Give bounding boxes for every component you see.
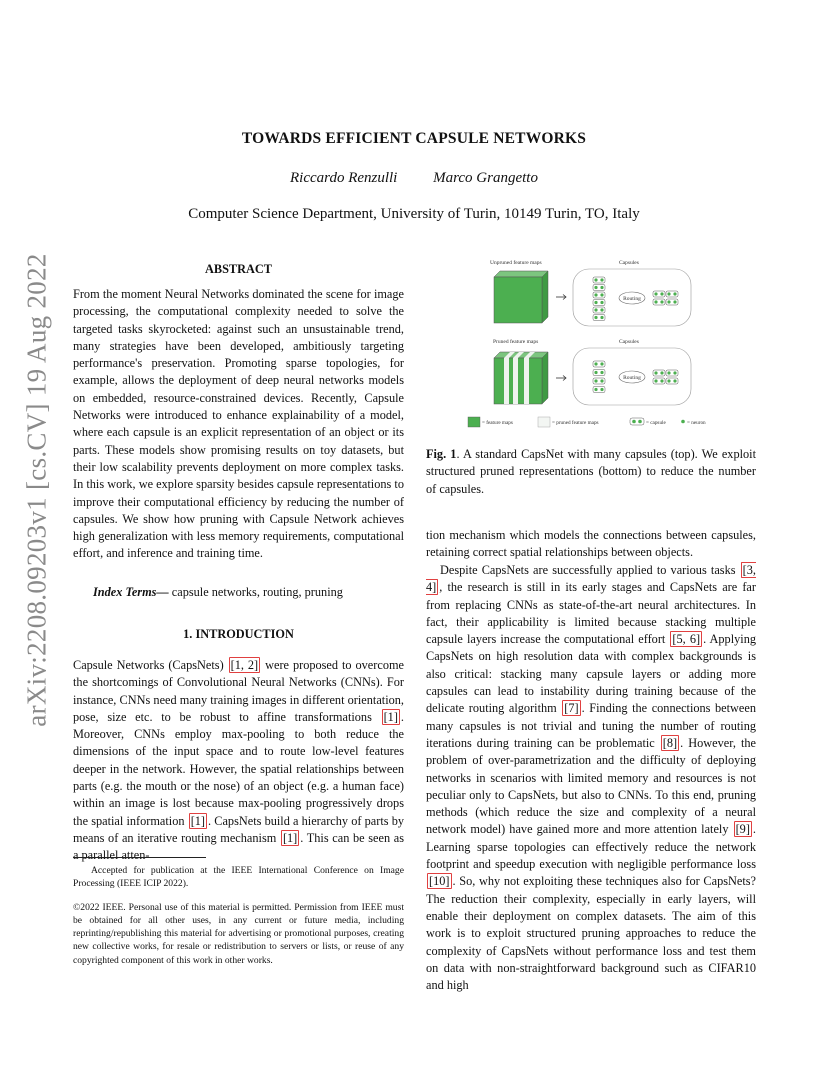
index-terms-label: Index Terms— bbox=[93, 585, 169, 599]
neuron bbox=[673, 300, 676, 303]
footnote-copyright: ©2022 IEEE. Personal use of this material is permitted. Permission from IEEE must be obtained for all other uses, in any current or future media, including reprinting/republishing this material for advertising or promotional purposes, creating new collective works, for resale or redistribution to servers or lists, or reuse of any copyrighted component of this work in other works. bbox=[73, 901, 404, 966]
index-terms-text: capsule networks, routing, pruning bbox=[168, 585, 343, 599]
paragraph-text-run: Capsule Networks (CapsNets) bbox=[73, 658, 228, 672]
paragraph-text-run: . Applying CapsNets on high resolution data with complex backgrounds is also critical: stacking many capsule layers or adding more capsules can lead to instability during training because of the delicate routing algorithm bbox=[426, 632, 756, 716]
neuron bbox=[654, 371, 657, 374]
neuron bbox=[654, 379, 657, 382]
citation-link[interactable]: [8] bbox=[662, 735, 678, 750]
routing-label-top: Routing bbox=[623, 296, 641, 302]
neuron bbox=[673, 379, 676, 382]
paragraph-text-run: . Learning sparse topologies can effectively reduce the network footprint and speedup execution with negligible performance loss bbox=[426, 822, 756, 872]
paper-title: TOWARDS EFFICIENT CAPSULE NETWORKS bbox=[241, 130, 587, 147]
paragraph-text-run: . This can be seen as a parallel atten- bbox=[73, 830, 404, 863]
legend-feature-map-swatch bbox=[468, 417, 480, 427]
paragraph-text-run: . However, the problem of over-parametrization and the difficulty of deploying networks in scenarios with limited memory and resources is not peculiar only to CapsNets, but also to CNNs. To this end, pruning methods (which reduce the size and complexity of a neural network model) have gained more and more attention lately bbox=[426, 735, 756, 837]
neuron bbox=[594, 371, 597, 374]
figure-legend bbox=[468, 417, 706, 427]
neuron bbox=[654, 300, 657, 303]
neuron bbox=[600, 286, 603, 289]
citation-link[interactable]: [5, 6] bbox=[672, 632, 701, 647]
neuron bbox=[673, 371, 676, 374]
neuron bbox=[667, 371, 670, 374]
index-terms bbox=[73, 584, 404, 601]
abstract-heading: ABSTRACT bbox=[205, 262, 272, 276]
figure-label-pruned: Pruned feature maps bbox=[493, 339, 539, 345]
footnote-accepted: Accepted for publication at the IEEE International Conference on Image Processing (IEEE ICIP 2022). bbox=[73, 865, 404, 890]
figure-label-unpruned: Unpruned feature maps bbox=[490, 260, 542, 266]
citation-link[interactable]: [7] bbox=[564, 701, 579, 716]
arxiv-sidebar-identifier bbox=[14, 253, 60, 727]
neuron bbox=[594, 301, 597, 304]
neuron bbox=[600, 316, 603, 319]
neuron bbox=[600, 388, 603, 391]
citation-link[interactable]: [1] bbox=[190, 813, 206, 828]
legend-capsule: = capsule bbox=[646, 420, 666, 426]
section-heading-introduction: 1. INTRODUCTION bbox=[183, 627, 294, 641]
legend-neuron: = neuron bbox=[687, 420, 706, 426]
pruned-feature-map-cube bbox=[494, 352, 548, 404]
caption-text: . A standard CapsNet with many capsules (top). We exploit structured pruned representations (bottom) to reduce the number of capsules. bbox=[426, 447, 757, 496]
citation-link[interactable]: [9] bbox=[735, 822, 750, 837]
neuron bbox=[673, 292, 676, 295]
legend-neuron-swatch bbox=[681, 420, 685, 424]
neuron bbox=[600, 371, 603, 374]
citation-link[interactable]: [1] bbox=[282, 830, 298, 845]
figure-label-capsules-bottom: Capsules bbox=[619, 339, 639, 345]
neuron bbox=[594, 379, 597, 382]
intro-paragraph-2 bbox=[426, 562, 756, 994]
citation-link[interactable]: [10] bbox=[429, 874, 450, 889]
paragraph-text-run: . Moreover, CNNs employ max-pooling to both reduce the dimensions of the input space and to route low-level features deeper in the network. However, the spatial relationships between parts (e.g. the mouth or the nose) of an object (e.g. a human face) within an image is lost because max-pooling progressively drops the spatial information bbox=[73, 709, 404, 828]
neuron bbox=[594, 388, 597, 391]
neuron bbox=[654, 292, 657, 295]
author-list bbox=[0, 170, 828, 187]
neuron bbox=[667, 292, 670, 295]
neuron bbox=[594, 308, 597, 311]
figure-label-capsules-top: Capsules bbox=[619, 260, 639, 266]
figure-1-caption bbox=[426, 446, 756, 498]
routing-label-bottom: Routing bbox=[623, 375, 641, 381]
figure-1-capsnet-diagram bbox=[482, 255, 706, 435]
footnotes bbox=[73, 864, 404, 967]
citation-link[interactable]: [1] bbox=[383, 709, 398, 724]
neuron bbox=[600, 293, 603, 296]
affiliation: Computer Science Department, University of Turin, 10149 Turin, TO, Italy bbox=[188, 206, 640, 222]
intro-paragraph-1 bbox=[73, 657, 404, 865]
paragraph-text-run: . CapsNets build a hierarchy of parts by means of an iterative routing mechanism bbox=[73, 813, 404, 845]
paragraph-text-run: . Finding the connections between many capsules is not trivial and tuning the number of routing iterations during training can be problematic bbox=[426, 701, 756, 750]
unpruned-feature-map-cube bbox=[494, 271, 548, 323]
neuron bbox=[600, 278, 603, 281]
author-1: Riccardo Renzulli bbox=[290, 170, 398, 186]
legend-pruned-feature-maps: = pruned feature maps bbox=[552, 420, 599, 426]
neuron bbox=[600, 362, 603, 365]
paragraph-text-run: were proposed to overcome the shortcomings of Convolutional Neural Networks (CNNs). For instance, CNNs need many training images in different orientation, pose, size etc. to be robust to affine transformations bbox=[73, 658, 404, 724]
neuron bbox=[660, 371, 663, 374]
caption-label: Fig. 1 bbox=[426, 447, 457, 461]
neuron bbox=[594, 362, 597, 365]
legend-feature-maps: = feature maps bbox=[482, 420, 513, 426]
neuron bbox=[600, 308, 603, 311]
arrow-icons bbox=[556, 295, 566, 381]
legend-pruned-swatch bbox=[538, 417, 550, 427]
neuron bbox=[667, 300, 670, 303]
abstract-text: From the moment Neural Networks dominated the scene for image processing, the computational complexity needed to solve the targeted tasks skyrocketed: against such an unsustainable trend, many strategies have been developed, ambitiously targeting performance's preservation. Promoting sparse topologies, for example, allows the deployment of deep neural networks models on embedded, resource-constrained devices. Recently, Capsule Networks were introduced to enhance explainability of a model, where each capsule is an explicit representation of an object or its parts. These models show promising results on toy datasets, but their low scalability prevents deployment on more complex tasks. In this work, we explore sparsity besides capsule representations to improve their computational efficiency by reducing the number of capsules. We show how pruning with Capsule Network achieves high generalization with less memory requirements, computational effort, and inference and training time. bbox=[73, 287, 404, 561]
neuron bbox=[660, 300, 663, 303]
arxiv-id-text: arXiv:2208.09203v1 [cs.CV] 19 Aug 2022 bbox=[21, 253, 52, 727]
paragraph-text-run: . So, why not exploiting these techniques also for CapsNets? The reduction their complexity, especially in early layers, will enable their deployment on complex datasets. The aim of this work is to exploit structured pruning approaches to reduce the complexity of CapsNets without performance loss and test them on data with non-straightforward background such as CIFAR10 and high bbox=[426, 874, 756, 993]
neuron bbox=[660, 292, 663, 295]
neuron bbox=[600, 379, 603, 382]
neuron bbox=[660, 379, 663, 382]
citation-link[interactable]: [3, 4] bbox=[426, 563, 756, 595]
footnote-rule bbox=[73, 857, 206, 858]
citation-link[interactable]: [1, 2] bbox=[230, 658, 259, 672]
paragraph-text-run: Despite CapsNets are successfully applied to various tasks bbox=[440, 563, 740, 577]
neuron bbox=[594, 293, 597, 296]
paragraph-text-run: , the research is still in its early stages and CapsNets are far from replacing CNNs as state-of-the-art neural architectures. In fact, their applicability is limited because stacking multiple capsule layers increase the computational effort bbox=[426, 580, 756, 647]
neuron bbox=[594, 278, 597, 281]
author-2: Marco Grangetto bbox=[433, 170, 538, 186]
intro-paragraph-1-continued: tion mechanism which models the connections between capsules, retaining correct spatial relationships between objects. bbox=[426, 528, 756, 560]
neuron bbox=[594, 286, 597, 289]
neuron bbox=[600, 301, 603, 304]
legend-capsule-swatch bbox=[630, 418, 644, 425]
neuron bbox=[594, 316, 597, 319]
neuron bbox=[667, 379, 670, 382]
